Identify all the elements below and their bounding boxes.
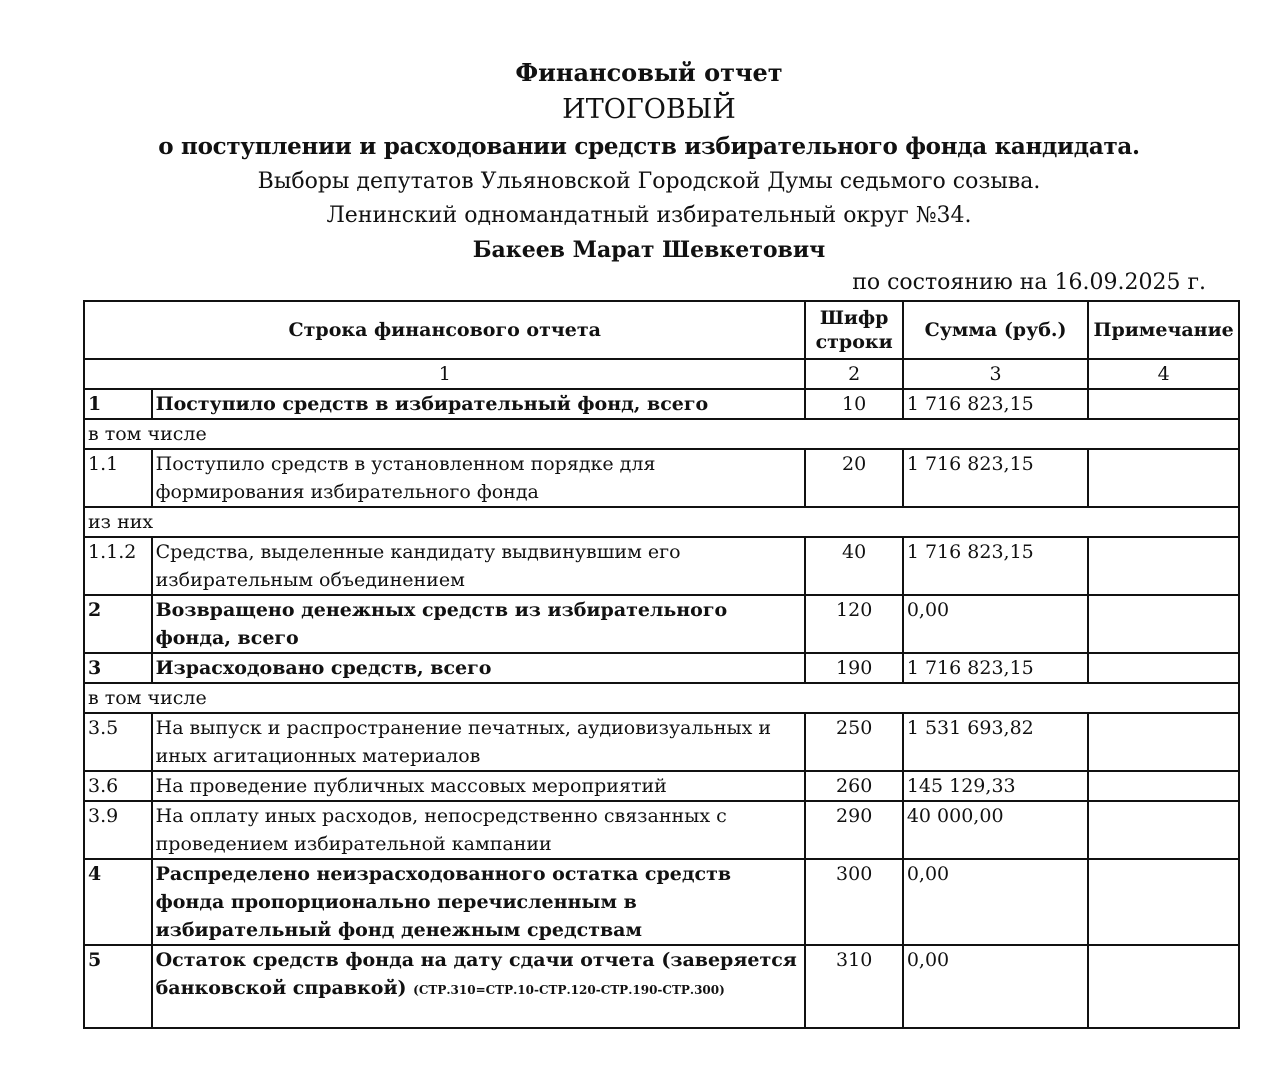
row-code: 120 (805, 595, 902, 653)
row-amount: 1 716 823,15 (903, 449, 1088, 507)
subheading: в том числе (84, 683, 1239, 713)
row-amount: 0,00 (903, 859, 1088, 945)
subheading-row (84, 419, 1239, 449)
row-code: 250 (805, 713, 902, 771)
row-number: 4 (84, 859, 152, 945)
row-label: Поступило средств в избирательный фонд, всего (152, 389, 806, 419)
row-note (1088, 771, 1239, 801)
row-note (1088, 859, 1239, 945)
subheading: из них (84, 507, 1239, 537)
row-number: 3.5 (84, 713, 152, 771)
row-note (1088, 389, 1239, 419)
table-row (84, 713, 1239, 771)
row-label: На проведение публичных массовых мероприятий (152, 771, 806, 801)
district-name: Ленинский одномандатный избирательный округ №34. (326, 203, 972, 228)
row-amount: 40 000,00 (903, 801, 1088, 859)
row-note (1088, 945, 1239, 1028)
row-number: 3 (84, 653, 152, 683)
row-code: 10 (805, 389, 902, 419)
financial-report-table (83, 300, 1240, 1029)
report-subject: о поступлении и расходовании средств избирательного фонда кандидата. (158, 133, 1140, 160)
row-number: 2 (84, 595, 152, 653)
table-row (84, 595, 1239, 653)
column-number-row (84, 359, 1239, 389)
column-number: 4 (1088, 359, 1239, 389)
row-note (1088, 801, 1239, 859)
candidate-name: Бакеев Марат Шевкетович (472, 237, 826, 263)
column-number: 1 (84, 359, 805, 389)
as-of-date: по состоянию на 16.09.2025 г. (852, 270, 1206, 295)
row-number: 1.1.2 (84, 537, 152, 595)
row-code: 300 (805, 859, 902, 945)
row-note (1088, 537, 1239, 595)
table-header-row (84, 301, 1239, 359)
row-code: 260 (805, 771, 902, 801)
table-row (84, 945, 1239, 1028)
table-row (84, 653, 1239, 683)
row-formula: (СТР.310=СТР.10-СТР.120-СТР.190-СТР.300) (413, 983, 725, 997)
row-number: 3.9 (84, 801, 152, 859)
column-header-code: Шифр строки (805, 301, 902, 359)
row-label: На оплату иных расходов, непосредственно связанных с проведением избирательной кампании (152, 801, 806, 859)
subheading: в том числе (84, 419, 1239, 449)
row-code: 290 (805, 801, 902, 859)
row-label-cell (152, 945, 806, 1028)
row-number: 1 (84, 389, 152, 419)
row-number: 3.6 (84, 771, 152, 801)
row-code: 310 (805, 945, 902, 1028)
table-row (84, 801, 1239, 859)
row-number: 5 (84, 945, 152, 1028)
subheading-row (84, 683, 1239, 713)
row-note (1088, 713, 1239, 771)
row-amount: 145 129,33 (903, 771, 1088, 801)
row-amount: 0,00 (903, 945, 1088, 1028)
row-note (1088, 449, 1239, 507)
row-label: Возвращено денежных средств из избирательного фонда, всего (152, 595, 806, 653)
table-row (84, 771, 1239, 801)
table-row (84, 449, 1239, 507)
election-name: Выборы депутатов Ульяновской Городской Думы седьмого созыва. (257, 169, 1041, 194)
row-amount: 0,00 (903, 595, 1088, 653)
row-label: Израсходовано средств, всего (152, 653, 806, 683)
subheading-row (84, 507, 1239, 537)
row-label: Распределено неизрасходованного остатка средств фонда пропорционально перечисленным в избирательный фонд денежным средствам (152, 859, 806, 945)
row-code: 190 (805, 653, 902, 683)
report-type: ИТОГОВЫЙ (562, 94, 736, 125)
row-amount: 1 716 823,15 (903, 653, 1088, 683)
row-number: 1.1 (84, 449, 152, 507)
table-row (84, 389, 1239, 419)
row-amount: 1 531 693,82 (903, 713, 1088, 771)
column-header-note: Примечание (1088, 301, 1239, 359)
row-label: Средства, выделенные кандидату выдвинувшим его избирательным объединением (152, 537, 806, 595)
row-amount: 1 716 823,15 (903, 537, 1088, 595)
table-row (84, 537, 1239, 595)
row-amount: 1 716 823,15 (903, 389, 1088, 419)
row-label: На выпуск и распространение печатных, аудиовизуальных и иных агитационных материалов (152, 713, 806, 771)
row-note (1088, 595, 1239, 653)
column-header-line: Строка финансового отчета (84, 301, 805, 359)
column-number: 3 (903, 359, 1088, 389)
row-note (1088, 653, 1239, 683)
report-title: Финансовый отчет (515, 58, 783, 87)
row-label: Поступило средств в установленном порядке для формирования избирательного фонда (152, 449, 806, 507)
table-row (84, 859, 1239, 945)
row-label: Остаток средств фонда на дату сдачи отчета (заверяется банковской справкой) (155, 949, 797, 999)
column-number: 2 (805, 359, 902, 389)
column-header-amount: Сумма (руб.) (903, 301, 1088, 359)
row-code: 40 (805, 537, 902, 595)
row-code: 20 (805, 449, 902, 507)
